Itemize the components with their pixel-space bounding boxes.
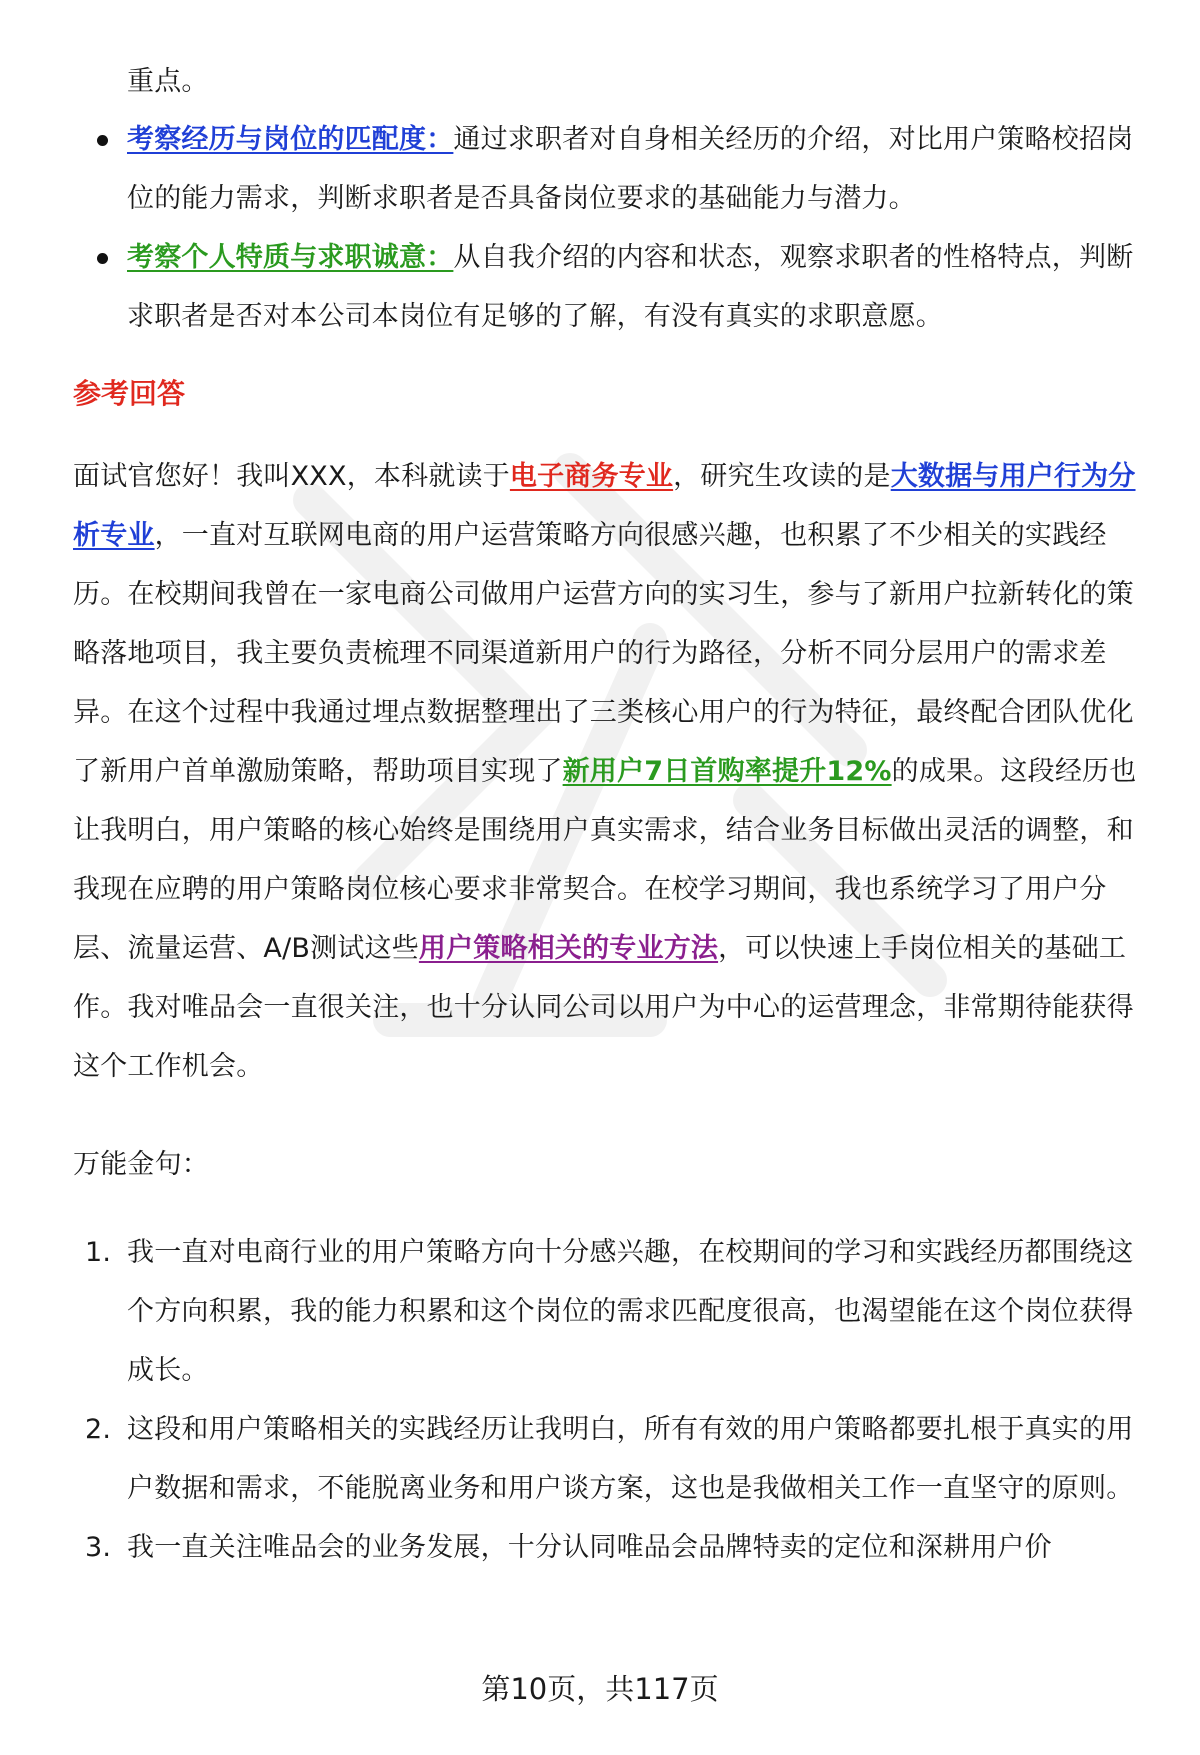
bullet-icon (97, 135, 108, 146)
list-text: 我一直关注唯品会的业务发展，十分认同唯品会品牌特卖的定位和深耕用户价 (127, 1532, 1052, 1563)
bullet-icon (97, 253, 108, 264)
golden-list (85, 1223, 1147, 1577)
list-number: 1. (85, 1237, 112, 1268)
answer-highlight-major: 电子商务专业 (509, 461, 674, 492)
list-item (85, 1518, 1147, 1577)
list-text: 这段和用户策略相关的实践经历让我明白，所有有效的用户策略都要扎根于真实的用户数据和需求，不能脱离业务和用户谈方案，这也是我做相关工作一直坚守的原则。 (127, 1414, 1134, 1504)
answer-text: ，可以快速上手岗位相关的基础工作。我对唯品会一直很关注，也十分认同公司以用户为中心的运营理念，非常期待能获得这个工作机会。 (73, 933, 1134, 1082)
criteria-highlight: 考察个人特质与求职诚意： (127, 242, 454, 273)
answer-paragraph (73, 447, 1153, 1096)
criteria-list (127, 110, 1147, 346)
answer-highlight-methods: 用户策略相关的专业方法 (418, 933, 719, 964)
answer-highlight-result: 新用户7日首购率提升12% (562, 756, 892, 787)
list-item (85, 1223, 1147, 1400)
list-number: 3. (85, 1532, 112, 1563)
answer-text: 的成果。这段经历也让我明白，用户策略的核心始终是围绕用户真实需求，结合业务目标做出灵活的调整，和我现在应聘的用户策略岗位核心要求非常契合。在校学习期间，我也系统学习了用户分层、流量运营、A/B测试这些 (73, 756, 1137, 964)
continuation-text: 重点。 (127, 66, 209, 97)
list-item (127, 110, 1147, 228)
answer-text: 面试官您好！我叫XXX，本科就读于 (73, 461, 510, 492)
criteria-text: 通过求职者对自身相关经历的介绍，对比用户策略校招岗位的能力需求，判断求职者是否具备岗位要求的基础能力与潜力。 (127, 124, 1134, 214)
list-text: 我一直对电商行业的用户策略方向十分感兴趣，在校期间的学习和实践经历都围绕这个方向积累，我的能力积累和这个岗位的需求匹配度很高，也渴望能在这个岗位获得成长。 (127, 1237, 1134, 1386)
list-item (127, 228, 1147, 346)
list-number: 2. (85, 1414, 112, 1445)
answer-text: ，一直对互联网电商的用户运营策略方向很感兴趣，也积累了不少相关的实践经历。在校期间我曾在一家电商公司做用户运营方向的实习生，参与了新用户拉新转化的策略落地项目，我主要负责梳理不同渠道新用户的行为路径，分析不同分层用户的需求差异。在这个过程中我通过埋点数据整理出了三类核心用户的行为特征，最终配合团队优化了新用户首单激励策略，帮助项目实现了 (73, 520, 1134, 787)
answer-highlight-grad-major: 大数据与用户行为分析专业 (73, 461, 1136, 551)
criteria-highlight: 考察经历与岗位的匹配度： (127, 124, 454, 155)
section-title: 参考回答 (73, 377, 186, 410)
criteria-text: 从自我介绍的内容和状态，观察求职者的性格特点，判断求职者是否对本公司本岗位有足够的了解，有没有真实的求职意愿。 (127, 242, 1134, 332)
answer-text: ，研究生攻读的是 (673, 461, 891, 492)
list-item (85, 1400, 1147, 1518)
page-number: 第10页，共117页 (481, 1672, 719, 1706)
golden-title: 万能金句： (73, 1149, 209, 1180)
